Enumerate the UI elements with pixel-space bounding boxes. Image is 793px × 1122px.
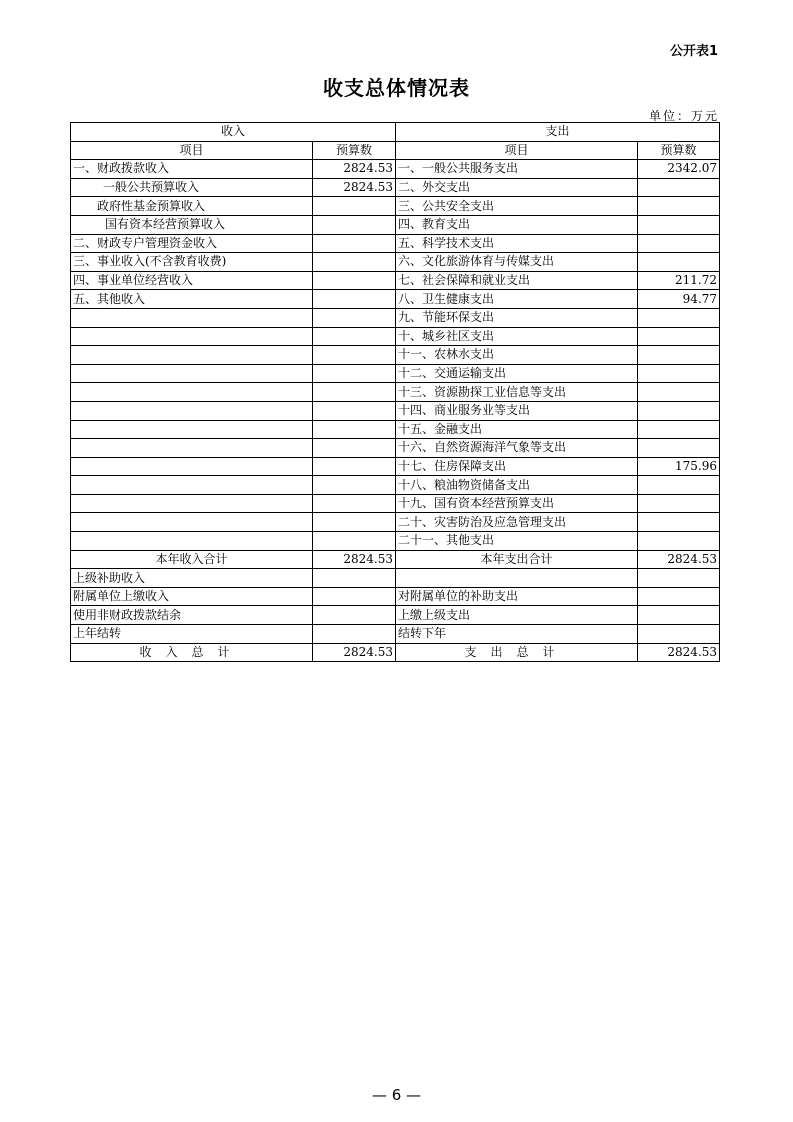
- income-item-cell: 二、财政专户管理资金收入: [71, 234, 313, 253]
- income-amount-cell: [313, 606, 396, 625]
- expense-header: 支出: [396, 123, 720, 142]
- expense-amount-cell: [638, 606, 720, 625]
- expense-item-cell: 三、公共安全支出: [396, 197, 638, 216]
- income-amount-cell: [313, 532, 396, 551]
- expense-item-cell: 八、卫生健康支出: [396, 290, 638, 309]
- income-item-cell: 五、其他收入: [71, 290, 313, 309]
- income-amount-cell: 2824.53: [313, 160, 396, 179]
- income-amount-cell: [313, 457, 396, 476]
- table-row: [71, 569, 720, 588]
- income-amount-cell: [313, 383, 396, 402]
- income-item-cell: 本年收入合计: [71, 550, 313, 569]
- income-header: 收入: [71, 123, 396, 142]
- income-item-cell: 附属单位上缴收入: [71, 587, 313, 606]
- income-amount-cell: [313, 420, 396, 439]
- expense-amount-cell: [638, 513, 720, 532]
- expense-item-cell: 十六、自然资源海洋气象等支出: [396, 439, 638, 458]
- income-amount-header: 预算数: [313, 141, 396, 160]
- expense-amount-cell: [638, 364, 720, 383]
- expense-item-cell: 十七、住房保障支出: [396, 457, 638, 476]
- income-item-cell: [71, 439, 313, 458]
- expense-amount-cell: [638, 383, 720, 402]
- income-amount-cell: [313, 625, 396, 644]
- page-title: 收支总体情况表: [323, 76, 470, 100]
- income-amount-cell: 2824.53: [313, 550, 396, 569]
- expense-item-cell: 十八、粮油物资储备支出: [396, 476, 638, 495]
- expense-amount-cell: [638, 178, 720, 197]
- income-amount-cell: [313, 197, 396, 216]
- expense-amount-cell: [638, 253, 720, 272]
- expense-item-header: 项目: [396, 141, 638, 160]
- expense-item-cell: 十二、交通运输支出: [396, 364, 638, 383]
- expense-item-cell: 一、一般公共服务支出: [396, 160, 638, 179]
- table-row: [71, 439, 720, 458]
- income-item-cell: 四、事业单位经营收入: [71, 271, 313, 290]
- expense-item-cell: 十四、商业服务业等支出: [396, 401, 638, 420]
- table-row: [71, 308, 720, 327]
- expense-item-cell: 本年支出合计: [396, 550, 638, 569]
- unit-label: 单位：万元: [648, 109, 719, 123]
- income-item-cell: 使用非财政拨款结余: [71, 606, 313, 625]
- expense-item-cell: 结转下年: [396, 625, 638, 644]
- expense-amount-cell: [638, 439, 720, 458]
- expense-amount-cell: 2342.07: [638, 160, 720, 179]
- expense-amount-cell: 2824.53: [638, 550, 720, 569]
- expense-amount-cell: 175.96: [638, 457, 720, 476]
- income-item-cell: [71, 532, 313, 551]
- table-row: [71, 290, 720, 309]
- expense-amount-cell: [638, 308, 720, 327]
- table-row: [71, 513, 720, 532]
- expense-amount-cell: [638, 569, 720, 588]
- expense-amount-cell: [638, 401, 720, 420]
- table-row: [71, 178, 720, 197]
- income-amount-cell: [313, 327, 396, 346]
- income-amount-cell: [313, 271, 396, 290]
- table-row: [71, 234, 720, 253]
- table-row: [71, 587, 720, 606]
- income-amount-cell: [313, 253, 396, 272]
- income-amount-cell: [313, 234, 396, 253]
- expense-item-cell: [396, 569, 638, 588]
- table-row: [71, 476, 720, 495]
- table-row: [71, 606, 720, 625]
- expense-item-cell: 支出总计: [396, 643, 638, 662]
- income-amount-cell: [313, 346, 396, 365]
- income-amount-cell: [313, 308, 396, 327]
- table-row: [71, 215, 720, 234]
- expense-item-cell: 十三、资源勘探工业信息等支出: [396, 383, 638, 402]
- table-row: [71, 625, 720, 644]
- income-item-cell: [71, 420, 313, 439]
- table-tag: 公开表1: [669, 44, 718, 59]
- income-amount-cell: [313, 364, 396, 383]
- expense-amount-cell: [638, 532, 720, 551]
- expense-item-cell: 十、城乡社区支出: [396, 327, 638, 346]
- table-row: [71, 420, 720, 439]
- table-row: [71, 327, 720, 346]
- page-number: — 6 —: [371, 1086, 422, 1104]
- income-item-cell: [71, 346, 313, 365]
- table-row: [71, 346, 720, 365]
- expense-amount-cell: [638, 587, 720, 606]
- income-item-cell: 一、财政拨款收入: [71, 160, 313, 179]
- income-item-cell: 政府性基金预算收入: [71, 197, 313, 216]
- table-row: [71, 364, 720, 383]
- table-row: [71, 253, 720, 272]
- expense-item-cell: 二十一、其他支出: [396, 532, 638, 551]
- expense-amount-cell: 2824.53: [638, 643, 720, 662]
- income-amount-cell: [313, 513, 396, 532]
- expense-amount-cell: [638, 346, 720, 365]
- income-item-cell: 一般公共预算收入: [71, 178, 313, 197]
- expense-item-cell: 五、科学技术支出: [396, 234, 638, 253]
- income-amount-cell: [313, 476, 396, 495]
- income-item-cell: [71, 327, 313, 346]
- expense-amount-header: 预算数: [638, 141, 720, 160]
- table-row: [71, 197, 720, 216]
- income-item-cell: [71, 308, 313, 327]
- income-item-cell: 国有资本经营预算收入: [71, 215, 313, 234]
- budget-table: [70, 122, 720, 662]
- expense-amount-cell: [638, 197, 720, 216]
- expense-item-cell: 十五、金融支出: [396, 420, 638, 439]
- table-row: [71, 383, 720, 402]
- income-item-cell: 三、事业收入(不含教育收费): [71, 253, 313, 272]
- income-item-cell: [71, 494, 313, 513]
- table-row: [71, 457, 720, 476]
- income-amount-cell: [313, 290, 396, 309]
- table-row: [71, 532, 720, 551]
- income-amount-cell: [313, 587, 396, 606]
- expense-item-cell: 二十、灾害防治及应急管理支出: [396, 513, 638, 532]
- income-amount-cell: [313, 569, 396, 588]
- column-header-row: [71, 141, 720, 160]
- income-amount-cell: [313, 401, 396, 420]
- income-item-cell: 收入总计: [71, 643, 313, 662]
- table-row: [71, 494, 720, 513]
- expense-amount-cell: [638, 327, 720, 346]
- expense-amount-cell: [638, 215, 720, 234]
- income-item-cell: [71, 364, 313, 383]
- expense-amount-cell: 94.77: [638, 290, 720, 309]
- section-header-row: [71, 123, 720, 142]
- expense-item-cell: 二、外交支出: [396, 178, 638, 197]
- income-item-cell: [71, 457, 313, 476]
- income-item-cell: [71, 513, 313, 532]
- total-row: [71, 643, 720, 662]
- income-item-cell: 上级补助收入: [71, 569, 313, 588]
- expense-item-cell: 九、节能环保支出: [396, 308, 638, 327]
- expense-item-cell: 上缴上级支出: [396, 606, 638, 625]
- subtotal-row: [71, 550, 720, 569]
- income-item-cell: [71, 476, 313, 495]
- income-amount-cell: [313, 439, 396, 458]
- table-row: [71, 271, 720, 290]
- expense-item-cell: 四、教育支出: [396, 215, 638, 234]
- income-amount-cell: [313, 215, 396, 234]
- expense-amount-cell: 211.72: [638, 271, 720, 290]
- expense-item-cell: 七、社会保障和就业支出: [396, 271, 638, 290]
- expense-item-cell: 十九、国有资本经营预算支出: [396, 494, 638, 513]
- table-row: [71, 401, 720, 420]
- expense-item-cell: 对附属单位的补助支出: [396, 587, 638, 606]
- income-item-header: 项目: [71, 141, 313, 160]
- income-item-cell: 上年结转: [71, 625, 313, 644]
- expense-item-cell: 六、文化旅游体育与传媒支出: [396, 253, 638, 272]
- income-item-cell: [71, 401, 313, 420]
- expense-amount-cell: [638, 420, 720, 439]
- expense-amount-cell: [638, 476, 720, 495]
- income-amount-cell: [313, 494, 396, 513]
- expense-amount-cell: [638, 494, 720, 513]
- expense-amount-cell: [638, 234, 720, 253]
- expense-amount-cell: [638, 625, 720, 644]
- income-item-cell: [71, 383, 313, 402]
- expense-item-cell: 十一、农林水支出: [396, 346, 638, 365]
- income-amount-cell: 2824.53: [313, 643, 396, 662]
- income-amount-cell: 2824.53: [313, 178, 396, 197]
- table-row: [71, 160, 720, 179]
